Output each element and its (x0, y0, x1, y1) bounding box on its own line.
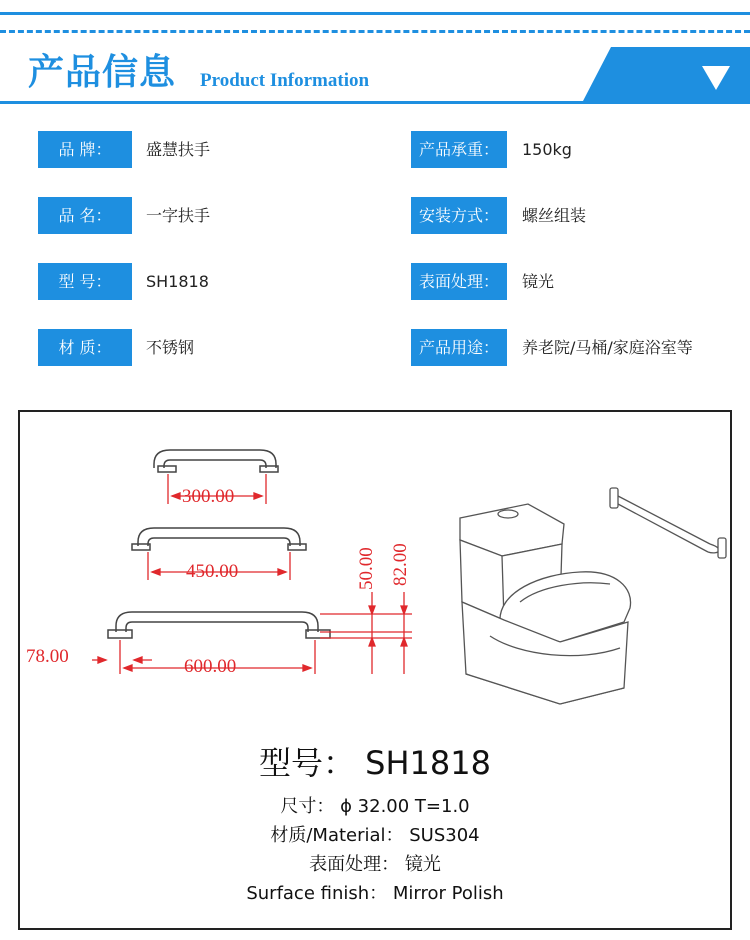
dimension-label-600: 600.00 (184, 656, 237, 677)
spec-label-brand: 品 牌： (38, 131, 132, 168)
spec-value-name: 一字扶手 (146, 206, 211, 225)
dimension-label-82: 82.00 (390, 543, 411, 586)
toilet-illustration (460, 504, 631, 704)
spec-label-finish: 表面处理： (411, 263, 507, 300)
finish-en-line: Surface finish： Mirror Polish (246, 883, 504, 904)
section-title-en: Product Information (200, 70, 370, 91)
section-title-zh: 产品信息 (28, 52, 177, 93)
spec-label-material: 材 质： (38, 329, 132, 366)
spec-label-usage: 产品用途： (411, 329, 507, 366)
dimension-label-450: 450.00 (186, 561, 239, 582)
spec-value-load: 150kg (522, 140, 572, 159)
dimension-label-300: 300.00 (182, 486, 235, 507)
spec-label-model: 型 号： (38, 263, 132, 300)
dimension-line-height (320, 592, 412, 674)
grab-bar-300 (154, 450, 278, 472)
spec-label-load: 产品承重： (411, 131, 507, 168)
grab-bar-450 (132, 528, 306, 550)
material-line: 材质/Material： SUS304 (270, 825, 480, 846)
chevron-down-icon[interactable] (702, 66, 730, 90)
header-bottom-rule (0, 101, 750, 104)
spec-value-model: SH1818 (146, 272, 209, 291)
spec-value-material: 不锈钢 (146, 338, 195, 357)
diagram-frame (18, 410, 732, 930)
size-line: 尺寸： ϕ 32.00 T=1.0 (280, 796, 470, 817)
spec-label-name: 品 名： (38, 197, 132, 234)
finish-zh-line: 表面处理： 镜光 (309, 854, 441, 875)
spec-label-install: 安装方式： (411, 197, 507, 234)
spec-value-usage: 养老院/马桶/家庭浴室等 (522, 338, 693, 357)
grab-bar-600 (108, 612, 330, 638)
spec-value-install: 螺丝组装 (522, 206, 587, 225)
model-title: 型号： SH1818 (259, 744, 491, 782)
grab-bar-perspective (610, 488, 726, 558)
header-top-rule (0, 12, 750, 15)
dimension-label-78: 78.00 (26, 646, 69, 667)
dimension-label-50: 50.00 (356, 547, 377, 590)
header-dashed-rule (0, 30, 750, 33)
spec-value-brand: 盛慧扶手 (146, 140, 211, 159)
spec-value-finish: 镜光 (522, 272, 555, 291)
